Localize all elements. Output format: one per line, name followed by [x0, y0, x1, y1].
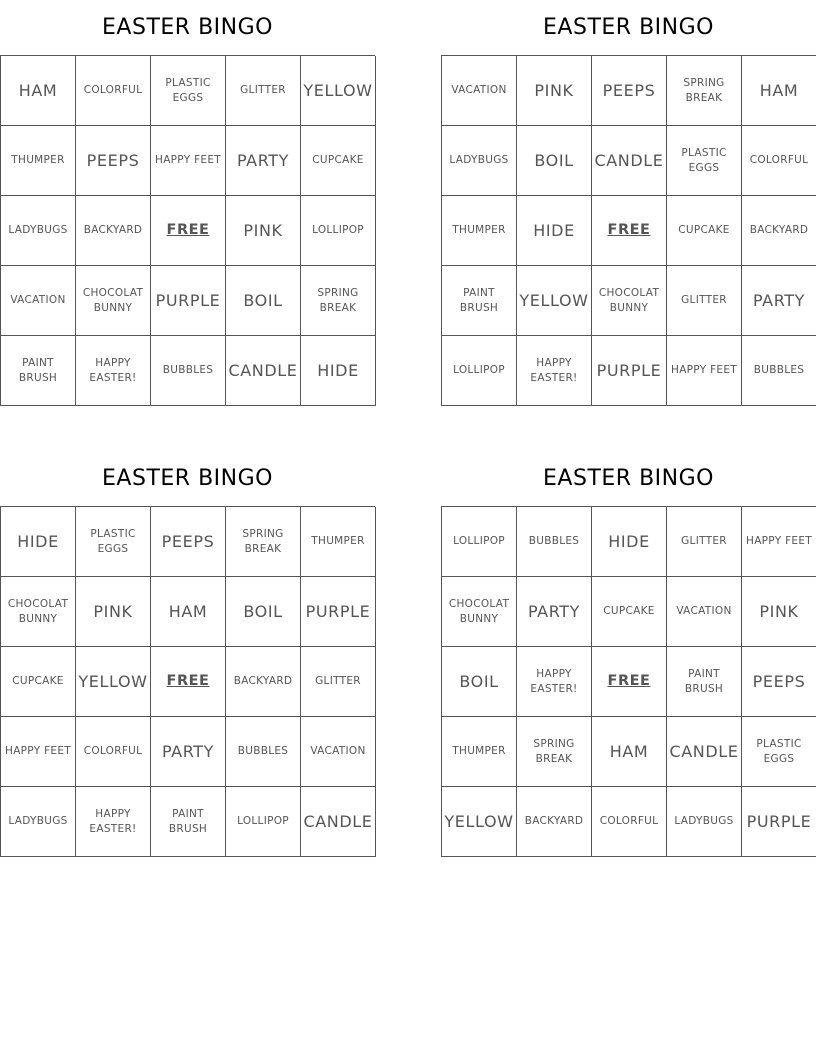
free-space-cell: FREE — [151, 196, 226, 266]
bingo-cell: LADYBUGS — [1, 196, 76, 266]
bingo-cell: HIDE — [301, 336, 376, 406]
bingo-grid — [0, 506, 375, 857]
bingo-cell: BACKYARD — [517, 787, 592, 857]
bingo-cell: YELLOW — [442, 787, 517, 857]
bingo-cell: CUPCAKE — [301, 126, 376, 196]
bingo-cell: SPRING BREAK — [226, 507, 301, 577]
bingo-cell: PLASTIC EGGS — [742, 717, 816, 787]
bingo-cell: LOLLIPOP — [226, 787, 301, 857]
bingo-cell: VACATION — [1, 266, 76, 336]
bingo-cell: HAM — [742, 56, 816, 126]
bingo-cell: LOLLIPOP — [442, 507, 517, 577]
bingo-cell: HIDE — [1, 507, 76, 577]
bingo-cell: HAM — [1, 56, 76, 126]
bingo-cell: BUBBLES — [226, 717, 301, 787]
bingo-cell: PLASTIC EGGS — [151, 56, 226, 126]
bingo-cell: HAM — [592, 717, 667, 787]
bingo-cell: CANDLE — [592, 126, 667, 196]
bingo-cell: BUBBLES — [517, 507, 592, 577]
bingo-cell: LOLLIPOP — [301, 196, 376, 266]
bingo-cell: BACKYARD — [742, 196, 816, 266]
bingo-card-2 — [441, 0, 816, 406]
bingo-cell: PAINT BRUSH — [442, 266, 517, 336]
bingo-cell: PARTY — [742, 266, 816, 336]
bingo-cell: CHOCOLAT BUNNY — [76, 266, 151, 336]
bingo-cell: PLASTIC EGGS — [667, 126, 742, 196]
bingo-cell: PINK — [226, 196, 301, 266]
bingo-cell: LADYBUGS — [667, 787, 742, 857]
bingo-cell: PEEPS — [592, 56, 667, 126]
card-title: EASTER BINGO — [102, 466, 273, 491]
bingo-grid — [441, 55, 816, 406]
bingo-cell: VACATION — [442, 56, 517, 126]
bingo-cell: CUPCAKE — [592, 577, 667, 647]
bingo-cell: HAPPY FEET — [1, 717, 76, 787]
bingo-cell: BACKYARD — [226, 647, 301, 717]
bingo-cell: HAPPY EASTER! — [76, 336, 151, 406]
bingo-cell: HAPPY EASTER! — [76, 787, 151, 857]
bingo-cell: PURPLE — [151, 266, 226, 336]
bingo-cell: PLASTIC EGGS — [76, 507, 151, 577]
bingo-cell: CHOCOLAT BUNNY — [592, 266, 667, 336]
bingo-cell: YELLOW — [301, 56, 376, 126]
bingo-cell: CANDLE — [301, 787, 376, 857]
bingo-cell: PAINT BRUSH — [667, 647, 742, 717]
bingo-cell: CHOCOLAT BUNNY — [442, 577, 517, 647]
bingo-cell: HAPPY FEET — [667, 336, 742, 406]
bingo-cell: BUBBLES — [151, 336, 226, 406]
bingo-cell: SPRING BREAK — [517, 717, 592, 787]
bingo-card-3 — [0, 451, 375, 857]
bingo-cell: HAPPY FEET — [151, 126, 226, 196]
bingo-cell: LOLLIPOP — [442, 336, 517, 406]
bingo-cell: VACATION — [667, 577, 742, 647]
bingo-cell: LADYBUGS — [1, 787, 76, 857]
bingo-cell: THUMPER — [442, 196, 517, 266]
bingo-cell: COLORFUL — [76, 717, 151, 787]
bingo-card-4 — [441, 451, 816, 857]
bingo-cell: COLORFUL — [76, 56, 151, 126]
bingo-cell: HAPPY EASTER! — [517, 336, 592, 406]
bingo-cell: COLORFUL — [742, 126, 816, 196]
bingo-cell: PEEPS — [742, 647, 816, 717]
bingo-cell: HIDE — [517, 196, 592, 266]
bingo-cell: BOIL — [442, 647, 517, 717]
bingo-cell: BOIL — [226, 266, 301, 336]
bingo-cell: HAPPY FEET — [742, 507, 816, 577]
bingo-cell: CUPCAKE — [667, 196, 742, 266]
card-title: EASTER BINGO — [543, 15, 714, 40]
bingo-cell: BACKYARD — [76, 196, 151, 266]
bingo-cell: HAPPY EASTER! — [517, 647, 592, 717]
bingo-cell: CANDLE — [226, 336, 301, 406]
bingo-cell: THUMPER — [1, 126, 76, 196]
bingo-cell: HIDE — [592, 507, 667, 577]
bingo-cell: COLORFUL — [592, 787, 667, 857]
card-title: EASTER BINGO — [543, 466, 714, 491]
bingo-cell: THUMPER — [301, 507, 376, 577]
bingo-card-1 — [0, 0, 375, 406]
free-space-cell: FREE — [151, 647, 226, 717]
bingo-cell: PURPLE — [742, 787, 816, 857]
bingo-cell: PEEPS — [151, 507, 226, 577]
bingo-grid — [441, 506, 816, 857]
bingo-cell: PARTY — [517, 577, 592, 647]
bingo-cell: VACATION — [301, 717, 376, 787]
bingo-cell: THUMPER — [442, 717, 517, 787]
bingo-cell: PARTY — [151, 717, 226, 787]
bingo-cell: PAINT BRUSH — [1, 336, 76, 406]
bingo-cell: SPRING BREAK — [301, 266, 376, 336]
bingo-cell: PURPLE — [592, 336, 667, 406]
bingo-cell: GLITTER — [667, 266, 742, 336]
bingo-cell: YELLOW — [517, 266, 592, 336]
bingo-cell: PAINT BRUSH — [151, 787, 226, 857]
bingo-cell: PEEPS — [76, 126, 151, 196]
bingo-cell: PINK — [517, 56, 592, 126]
bingo-cell: BOIL — [517, 126, 592, 196]
bingo-cell: HAM — [151, 577, 226, 647]
bingo-cell: YELLOW — [76, 647, 151, 717]
bingo-cell: BUBBLES — [742, 336, 816, 406]
card-title: EASTER BINGO — [102, 15, 273, 40]
bingo-cell: PINK — [76, 577, 151, 647]
bingo-cell: PINK — [742, 577, 816, 647]
bingo-cell: GLITTER — [226, 56, 301, 126]
bingo-grid — [0, 55, 375, 406]
bingo-cell: PARTY — [226, 126, 301, 196]
bingo-cell: LADYBUGS — [442, 126, 517, 196]
bingo-cell: CUPCAKE — [1, 647, 76, 717]
bingo-cell: CANDLE — [667, 717, 742, 787]
bingo-cell: PURPLE — [301, 577, 376, 647]
bingo-cell: GLITTER — [301, 647, 376, 717]
bingo-cell: SPRING BREAK — [667, 56, 742, 126]
bingo-cell: BOIL — [226, 577, 301, 647]
free-space-cell: FREE — [592, 196, 667, 266]
bingo-cell: CHOCOLAT BUNNY — [1, 577, 76, 647]
free-space-cell: FREE — [592, 647, 667, 717]
bingo-cell: GLITTER — [667, 507, 742, 577]
